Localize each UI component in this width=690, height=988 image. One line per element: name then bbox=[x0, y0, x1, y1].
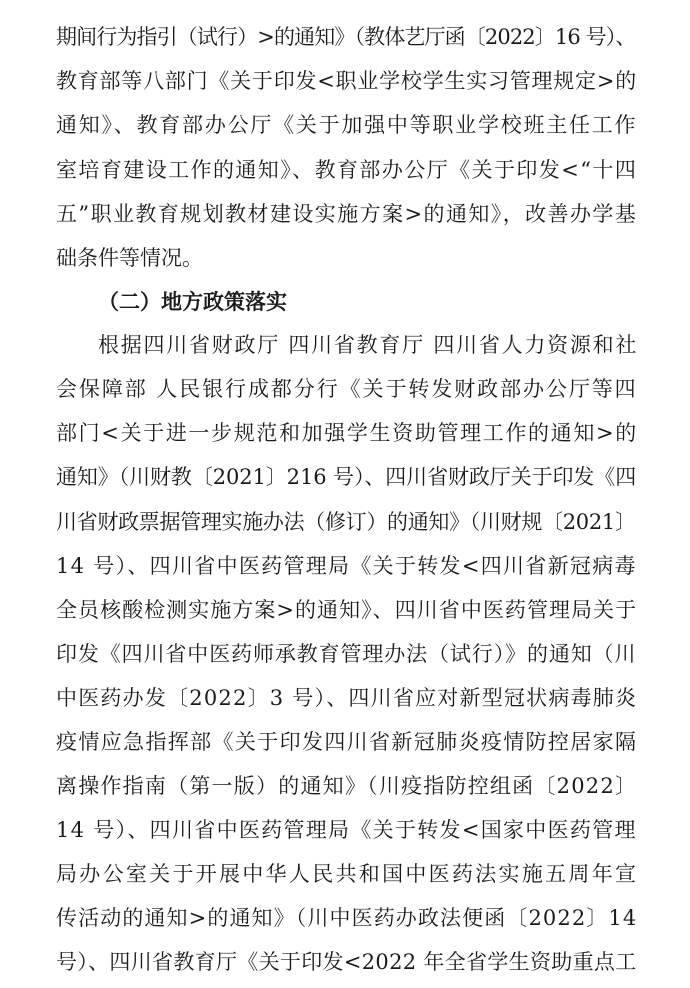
text-line: 教育部等八部门《关于印发<职业学校学生实习管理规定>的 bbox=[56, 69, 637, 93]
text-line: 川省财政票据管理实施办法（修订）的通知》（川财规〔2021〕 bbox=[56, 510, 636, 534]
text-line: 五”职业教育规划教材建设实施方案>的通知》，改善办学基 bbox=[56, 202, 638, 226]
text-line: 部门<关于进一步规范和加强学生资助管理工作的通知>的 bbox=[56, 421, 638, 445]
text-line: 通知》、教育部办公厅《关于加强中等职业学校班主任工作 bbox=[56, 113, 638, 137]
text-line: 础条件等情况。 bbox=[56, 246, 203, 270]
text-line: 室培育建设工作的通知》、教育部办公厅《关于印发<“十四 bbox=[56, 158, 638, 182]
text-line: 会保障部 人民银行成都分行《关于转发财政部办公厅等四 bbox=[56, 377, 638, 401]
text-line: 中医药办发〔2022〕3 号）、四川省应对新型冠状病毒肺炎 bbox=[56, 686, 638, 710]
text-line: 局办公室关于开展中华人民共和国中医药法实施五周年宣 bbox=[56, 862, 639, 886]
text-line: 14 号）、四川省中医药管理局《关于转发<四川省新冠病毒 bbox=[56, 554, 637, 578]
text-line: 号）、四川省教育厅《关于印发<2022 年全省学生资助重点工 bbox=[56, 950, 637, 974]
text-line: 全员核酸检测实施方案>的通知》、四川省中医药管理局关于 bbox=[56, 598, 638, 622]
text-line: 离操作指南（第一版）的通知》（川疫指防控组函〔2022〕 bbox=[56, 774, 638, 798]
text-line: 传活动的通知>的通知》（川中医药办政法便函〔2022〕14 bbox=[56, 906, 638, 930]
text-line: 期间行为指引（试行）>的通知》（教体艺厅函〔2022〕16 号）、 bbox=[56, 25, 636, 49]
text-line: 14 号）、四川省中医药管理局《关于转发<国家中医药管理 bbox=[56, 818, 637, 842]
text-line: 通知》（川财教〔2021〕216 号）、四川省财政厅关于印发《四 bbox=[56, 465, 637, 489]
text-line: 根据四川省财政厅 四川省教育厅 四川省人力资源和社 bbox=[98, 333, 639, 357]
section-heading: （二）地方政策落实 bbox=[98, 290, 287, 314]
text-line: 印发《四川省中医药师承教育管理办法（试行）》的通知（川 bbox=[56, 642, 637, 666]
text-line: 疫情应急指挥部《关于印发四川省新冠肺炎疫情防控居家隔 bbox=[56, 730, 638, 754]
